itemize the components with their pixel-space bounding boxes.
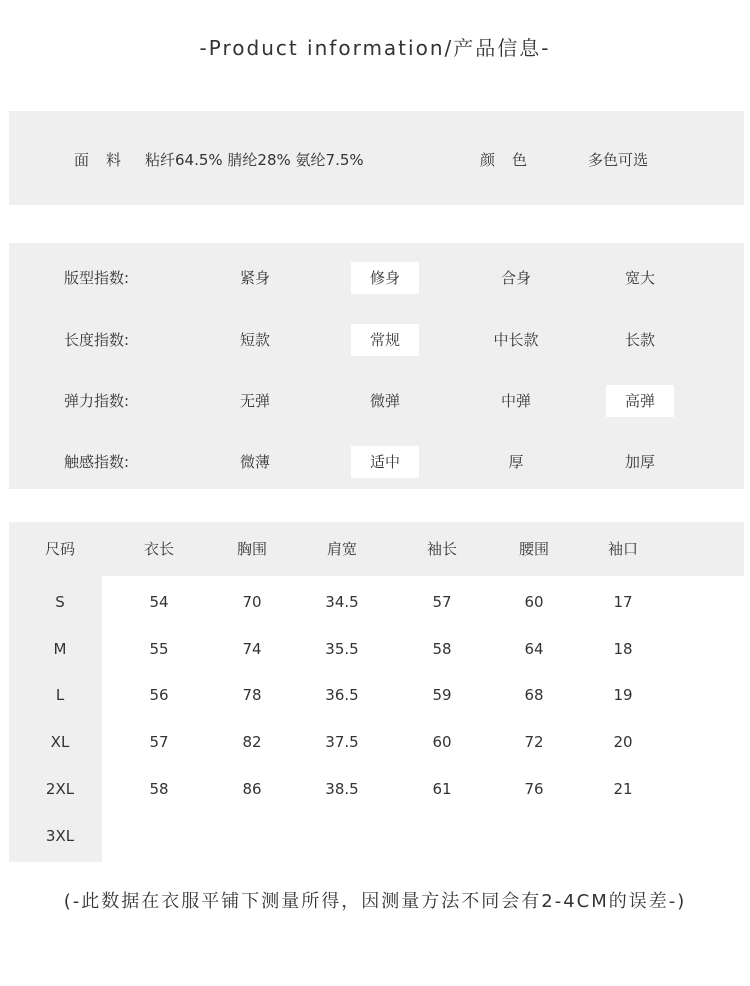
table-cell: 68 xyxy=(524,686,544,705)
table-cell: 72 xyxy=(524,733,544,752)
table-row xyxy=(9,626,744,672)
table-cell: 76 xyxy=(524,779,544,798)
table-cell: 56 xyxy=(149,686,169,705)
index-option: 中弹 xyxy=(500,392,531,410)
table-row xyxy=(9,813,744,859)
table-header-cell: 袖长 xyxy=(426,540,457,558)
index-option: 微薄 xyxy=(239,453,270,471)
table-header-cell: 肩宽 xyxy=(326,540,357,558)
table-cell xyxy=(207,813,297,859)
table-cell: 54 xyxy=(149,593,169,611)
index-row xyxy=(9,385,744,417)
table-cell: 59 xyxy=(432,686,452,705)
size-table xyxy=(9,522,744,862)
table-row xyxy=(9,579,744,625)
table-row xyxy=(9,672,744,718)
size-label-cell: L xyxy=(55,686,65,705)
index-option: 长款 xyxy=(624,331,655,349)
index-row xyxy=(9,446,744,478)
index-option-selected: 高弹 xyxy=(606,385,674,417)
size-label-cell: M xyxy=(53,639,67,658)
index-option: 加厚 xyxy=(624,453,655,471)
size-table-header xyxy=(9,522,744,576)
index-row xyxy=(9,262,744,294)
measurement-note: (-此数据在衣服平铺下测量所得，因测量方法不同会有2-4CM的误差-) xyxy=(63,891,687,912)
table-header-cell: 胸围 xyxy=(236,540,267,558)
table-cell: 74 xyxy=(242,639,262,658)
table-row xyxy=(9,766,744,812)
table-cell: 82 xyxy=(242,733,262,752)
table-cell: 78 xyxy=(242,686,262,705)
table-cell xyxy=(297,813,387,859)
table-cell: 34.5 xyxy=(325,593,359,611)
index-panel xyxy=(9,243,744,489)
table-cell: 19 xyxy=(613,686,633,705)
table-header-cell: 腰围 xyxy=(518,540,549,558)
table-cell: 86 xyxy=(242,779,262,798)
table-cell: 57 xyxy=(432,593,452,611)
index-option: 微弹 xyxy=(369,392,400,410)
table-cell: 38.5 xyxy=(325,779,359,798)
table-cell xyxy=(489,813,579,859)
size-label-cell: 2XL xyxy=(45,779,75,798)
table-cell: 37.5 xyxy=(325,733,359,752)
table-cell: 20 xyxy=(613,733,633,752)
index-label: 长度指数: xyxy=(64,331,130,349)
table-cell xyxy=(397,813,487,859)
table-cell: 57 xyxy=(149,733,169,752)
index-option-selected: 常规 xyxy=(351,324,419,356)
index-option: 中长款 xyxy=(493,331,539,349)
material-color-panel xyxy=(9,111,744,205)
index-option: 无弹 xyxy=(239,392,270,410)
table-cell: 58 xyxy=(432,639,452,658)
table-header-cell: 袖口 xyxy=(607,540,638,558)
table-cell: 58 xyxy=(149,779,169,798)
index-label: 触感指数: xyxy=(64,453,130,471)
table-cell: 17 xyxy=(613,593,633,611)
index-label: 版型指数: xyxy=(64,269,130,287)
table-cell: 18 xyxy=(613,639,633,658)
table-cell: 70 xyxy=(242,593,262,611)
table-header-cell: 尺码 xyxy=(44,540,75,558)
table-cell: 55 xyxy=(149,639,169,658)
table-row xyxy=(9,719,744,765)
index-option: 紧身 xyxy=(239,269,270,287)
table-cell: 60 xyxy=(524,593,544,611)
table-cell: 21 xyxy=(613,779,633,798)
material-value: 粘纤64.5% 腈纶28% 氨纶7.5% xyxy=(145,151,364,169)
index-option: 合身 xyxy=(500,269,531,287)
size-label-cell: 3XL xyxy=(45,826,75,845)
index-option: 宽大 xyxy=(624,269,655,287)
material-label: 面料 xyxy=(74,151,139,169)
index-row xyxy=(9,324,744,356)
index-option-selected: 修身 xyxy=(351,262,419,294)
table-cell: 61 xyxy=(432,779,452,798)
index-option-selected: 适中 xyxy=(351,446,419,478)
table-cell: 64 xyxy=(524,639,544,658)
table-header-cell: 衣长 xyxy=(143,540,174,558)
page-title: -Product information/产品信息- xyxy=(199,36,551,60)
index-label: 弹力指数: xyxy=(64,392,130,410)
table-cell xyxy=(578,813,668,859)
color-label: 颜色 xyxy=(480,151,545,169)
index-option: 厚 xyxy=(508,453,524,471)
size-label-cell: XL xyxy=(50,733,70,752)
table-cell: 60 xyxy=(432,733,452,752)
color-value: 多色可选 xyxy=(588,151,649,169)
index-option: 短款 xyxy=(239,331,270,349)
table-cell: 35.5 xyxy=(325,639,359,658)
size-label-cell: S xyxy=(55,593,65,611)
table-cell: 36.5 xyxy=(325,686,359,705)
table-cell xyxy=(114,813,204,859)
